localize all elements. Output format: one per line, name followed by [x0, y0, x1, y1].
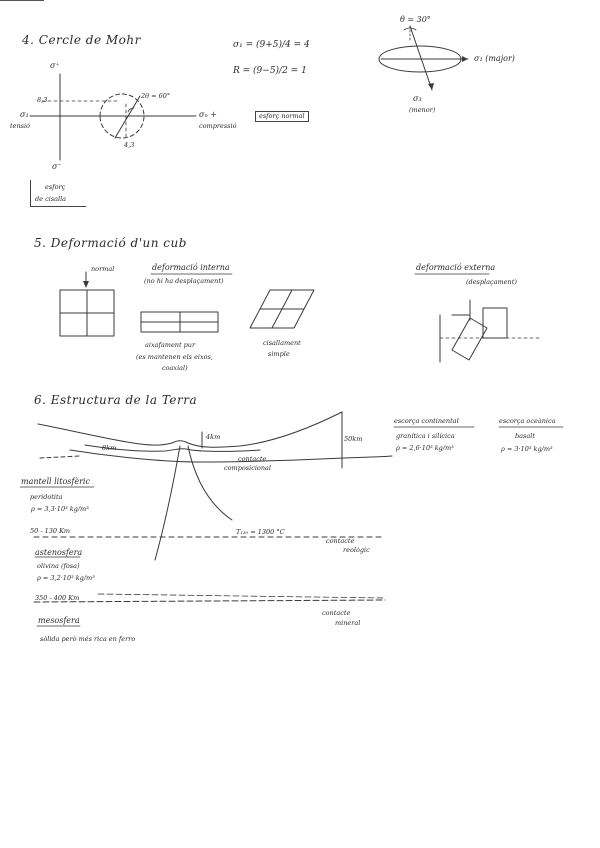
asthenosphere-depth: 350 - 400 Km [35, 594, 80, 602]
mineral-contact-1: contacte [322, 609, 351, 617]
depth-4km: 4km [206, 433, 221, 441]
internal-deformation-title: deformació interna [152, 263, 230, 272]
normal-force-label: normal [91, 265, 115, 273]
tension-label: tensió [10, 122, 30, 130]
theta-label: θ = 30° [400, 15, 431, 24]
two-theta-label: 2θ = 60° [141, 92, 171, 100]
asthenosphere-rock: olivina (fosa) [37, 562, 80, 570]
section-4-title: 4. Cercle de Mohr [22, 33, 141, 47]
compression-label: compressió [199, 122, 237, 130]
value-8-3: 8,3 [37, 96, 48, 104]
stress-ellipse [379, 26, 468, 90]
mesosphere-description: sòlida però més rica en ferro [40, 635, 136, 643]
mohr-center-formula: σ₁ = (9+5)/4 = 4 [233, 40, 310, 50]
pure-flattening-label: aixafament pur [145, 341, 196, 349]
mineral-contact-2: mineral [335, 619, 361, 627]
mohr-diagram [30, 74, 196, 160]
pure-flattening-sub-1: (es mantenen els eixos, [136, 353, 213, 361]
sigma3-label: σ₃ [413, 94, 422, 103]
continental-crust-rock: granítica i silícica [396, 432, 455, 440]
sigma1-major-label: σ₁ (major) [474, 54, 515, 63]
lithospheric-mantle-title: mantell litosfèric [21, 477, 90, 486]
oceanic-crust-rock: basalt [515, 432, 535, 440]
section-5-title: 5. Deformació d'un cub [34, 236, 187, 250]
asthenosphere-density: ρ = 3,2·10³ kg/m³ [37, 574, 95, 582]
value-4-3: 4,3 [124, 141, 135, 149]
compositional-contact-2: composicional [224, 464, 271, 472]
external-deformation-sub: (desplaçament) [466, 278, 517, 286]
oceanic-crust-title: escorça oceànica [499, 417, 556, 425]
shear-axis-top: σ⁺ [50, 61, 60, 70]
temperature-label: T₁₃₀ = 1300 °C [236, 528, 285, 536]
lithospheric-mantle-rock: peridotita [30, 493, 63, 501]
shear-axis-bottom: σ⁻ [52, 162, 62, 171]
simple-shear-label-2: simple [268, 350, 290, 358]
normal-stress-box: esforç normal [255, 111, 309, 122]
depth-50km: 50km [344, 435, 363, 443]
mohr-radius-formula: R = (9−5)/2 = 1 [233, 66, 307, 76]
sigma3-minor-label: (menor) [409, 106, 436, 114]
section-6-title: 6. Estructura de la Terra [34, 393, 198, 407]
lithospheric-mantle-depth: 50 - 130 Km [30, 527, 71, 535]
internal-deformation-sub: (no hi ha desplaçament) [144, 277, 224, 285]
rheological-contact-1: contacte [326, 537, 355, 545]
lithospheric-mantle-density: ρ = 3,3·10³ kg/m³ [31, 505, 89, 513]
shear-stress-label-1: esforç [45, 183, 66, 191]
simple-shear-label-1: cisallament [263, 339, 301, 347]
external-deformation-title: deformació externa [416, 263, 496, 272]
normal-axis-left: σ₁ [20, 110, 29, 119]
compositional-contact-1: contacte [238, 455, 267, 463]
depth-8km: 8km [102, 444, 117, 452]
continental-crust-title: escorça continental [394, 417, 459, 425]
rheological-contact-2: reològic [343, 546, 370, 554]
continental-crust-density: ρ = 2,6·10³ kg/m³ [396, 444, 454, 452]
shear-stress-label-2: de cisalla [35, 195, 67, 203]
oceanic-crust-density: ρ = 3·10³ kg/m³ [501, 445, 553, 453]
asthenosphere-title: astenosfera [35, 548, 83, 557]
normal-axis-right: σₙ + [199, 110, 217, 119]
pure-flattening-sub-2: coaxial) [162, 364, 188, 372]
mesosphere-title: mesosfera [38, 616, 80, 625]
shear-label-bracket [30, 180, 86, 207]
